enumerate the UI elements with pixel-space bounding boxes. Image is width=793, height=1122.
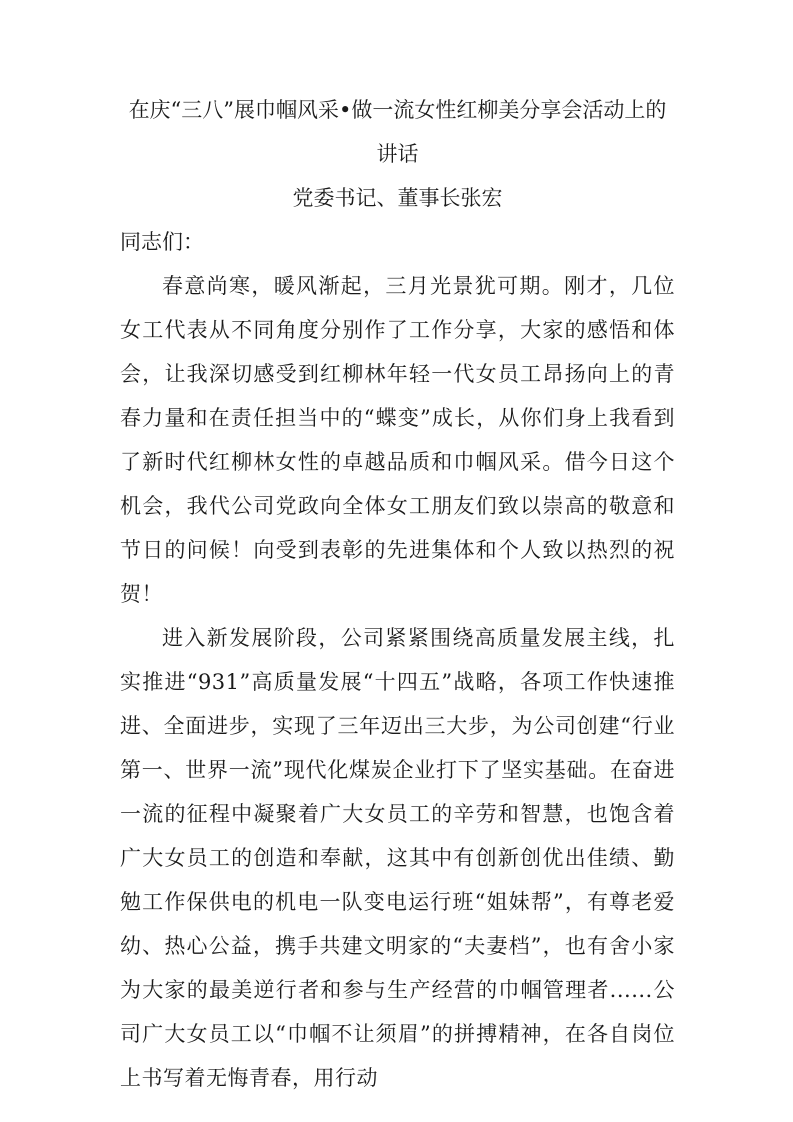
- document-title: 在庆“三八”展巾帼风采•做一流女性红柳美分享会活动上的讲话: [128, 98, 667, 166]
- paragraph-2: 进入新发展阶段，公司紧紧围绕高质量发展主线，扎实推进“931”高质量发展“十四五”战略，各项工作快速推进、全面进步，实现了三年迈出三大步，为公司创建“行业第一、世界一流”现代化煤炭企业打下了坚实基础。在奋进一流的征程中凝聚着广大女员工的辛劳和智慧，也饱含着广大女员工的创造和奉献，这其中有创新创优出佳绩、勤勉工作保供电的机电一队变电运行班“姐妹帮”，有尊老爱幼、热心公益，携手共建文明家的“夫妻档”，也有舍小家为大家的最美逆行者和参与生产经营的巾帼管理者......公司广大女员工以“巾帼不让须眉”的拼搏精神，在各自岗位上书写着无悔青春，用行动: [120, 626, 675, 1090]
- paragraph-1: 春意尚寒，暖风渐起，三月光景犹可期。刚才，几位女工代表从不同角度分别作了工作分享，大家的感悟和体会，让我深切感受到红柳林年轻一代女员工昂扬向上的青春力量和在责任担当中的“蝶变”成长，从你们身上我看到了新时代红柳林女性的卓越品质和巾帼风采。借今日这个机会，我代公司党政向全体女工朋友们致以崇高的敬意和节日的问候！向受到表彰的先进集体和个人致以热烈的祝贺！: [120, 274, 675, 606]
- author-line: 党委书记、董事长张宏: [292, 186, 503, 210]
- greeting: 同志们：: [120, 230, 204, 254]
- document-page: [120, 88, 675, 1100]
